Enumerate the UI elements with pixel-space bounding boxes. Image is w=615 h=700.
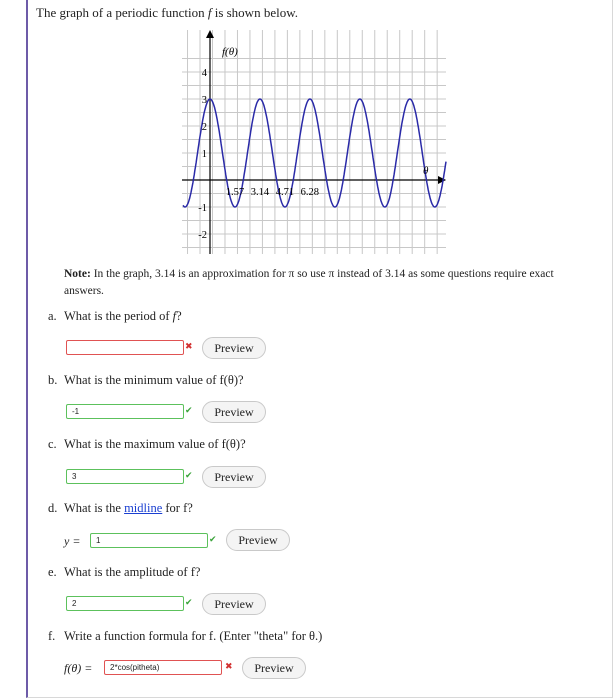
amplitude-input[interactable]: 2	[66, 596, 184, 611]
preview-button-a[interactable]: Preview	[202, 337, 266, 359]
y-tick-label: -2	[198, 230, 207, 241]
x-tick-label: 3.14	[250, 187, 270, 198]
midline-link[interactable]: midline	[124, 501, 163, 515]
midline-input[interactable]: 1	[90, 533, 208, 548]
preview-button-d[interactable]: Preview	[226, 529, 290, 551]
y-tick-label: -1	[198, 203, 207, 214]
x-tick-labels	[226, 187, 319, 198]
maximum-input[interactable]: 3	[66, 469, 184, 484]
preview-button-c[interactable]: Preview	[202, 466, 266, 488]
x-axis-label: θ	[423, 165, 429, 177]
question-d: d. What is the midline for f?	[48, 501, 193, 515]
x-tick-label: 4.71	[275, 187, 295, 198]
correct-icon: ✔	[185, 406, 193, 416]
y-tick-label: 2	[201, 122, 207, 133]
preview-button-b[interactable]: Preview	[202, 401, 266, 423]
x-tick-label: 6.28	[300, 187, 320, 198]
x-tick-label: 1.57	[225, 187, 245, 198]
incorrect-icon: ✖	[225, 662, 233, 672]
preview-button-f[interactable]: Preview	[242, 657, 306, 679]
period-input[interactable]	[66, 340, 184, 355]
correct-icon: ✔	[185, 471, 193, 481]
minimum-input[interactable]: -1	[66, 404, 184, 419]
midline-prefix: y =	[64, 534, 81, 548]
y-tick-label: 4	[201, 68, 207, 79]
correct-icon: ✔	[185, 598, 193, 608]
correct-icon: ✔	[209, 535, 217, 545]
question-f: f. Write a function formula for f. (Enter "theta" for θ.)	[48, 629, 323, 643]
formula-prefix: f(θ) =	[64, 661, 93, 675]
note-text: Note: In the graph, 3.14 is an approximation for π so use π instead of 3.14 as some questions require exact answers.	[64, 268, 554, 297]
question-b: b. What is the minimum value of f(θ)?	[48, 373, 244, 387]
y-axis-label: f(θ)	[222, 46, 238, 58]
question-e: e. What is the amplitude of f?	[48, 565, 201, 579]
formula-input[interactable]: 2*cos(pitheta)	[104, 660, 222, 675]
graph-grid	[182, 30, 446, 254]
incorrect-icon: ✖	[185, 342, 193, 352]
question-c: c. What is the maximum value of f(θ)?	[48, 437, 246, 451]
intro-text: The graph of a periodic function f is shown below.	[36, 5, 298, 20]
preview-button-e[interactable]: Preview	[202, 593, 266, 615]
function-graph	[0, 0, 615, 262]
question-a: a. What is the period of f?	[48, 309, 182, 323]
y-tick-label: 1	[201, 149, 207, 160]
y-tick-label: 3	[201, 95, 207, 106]
